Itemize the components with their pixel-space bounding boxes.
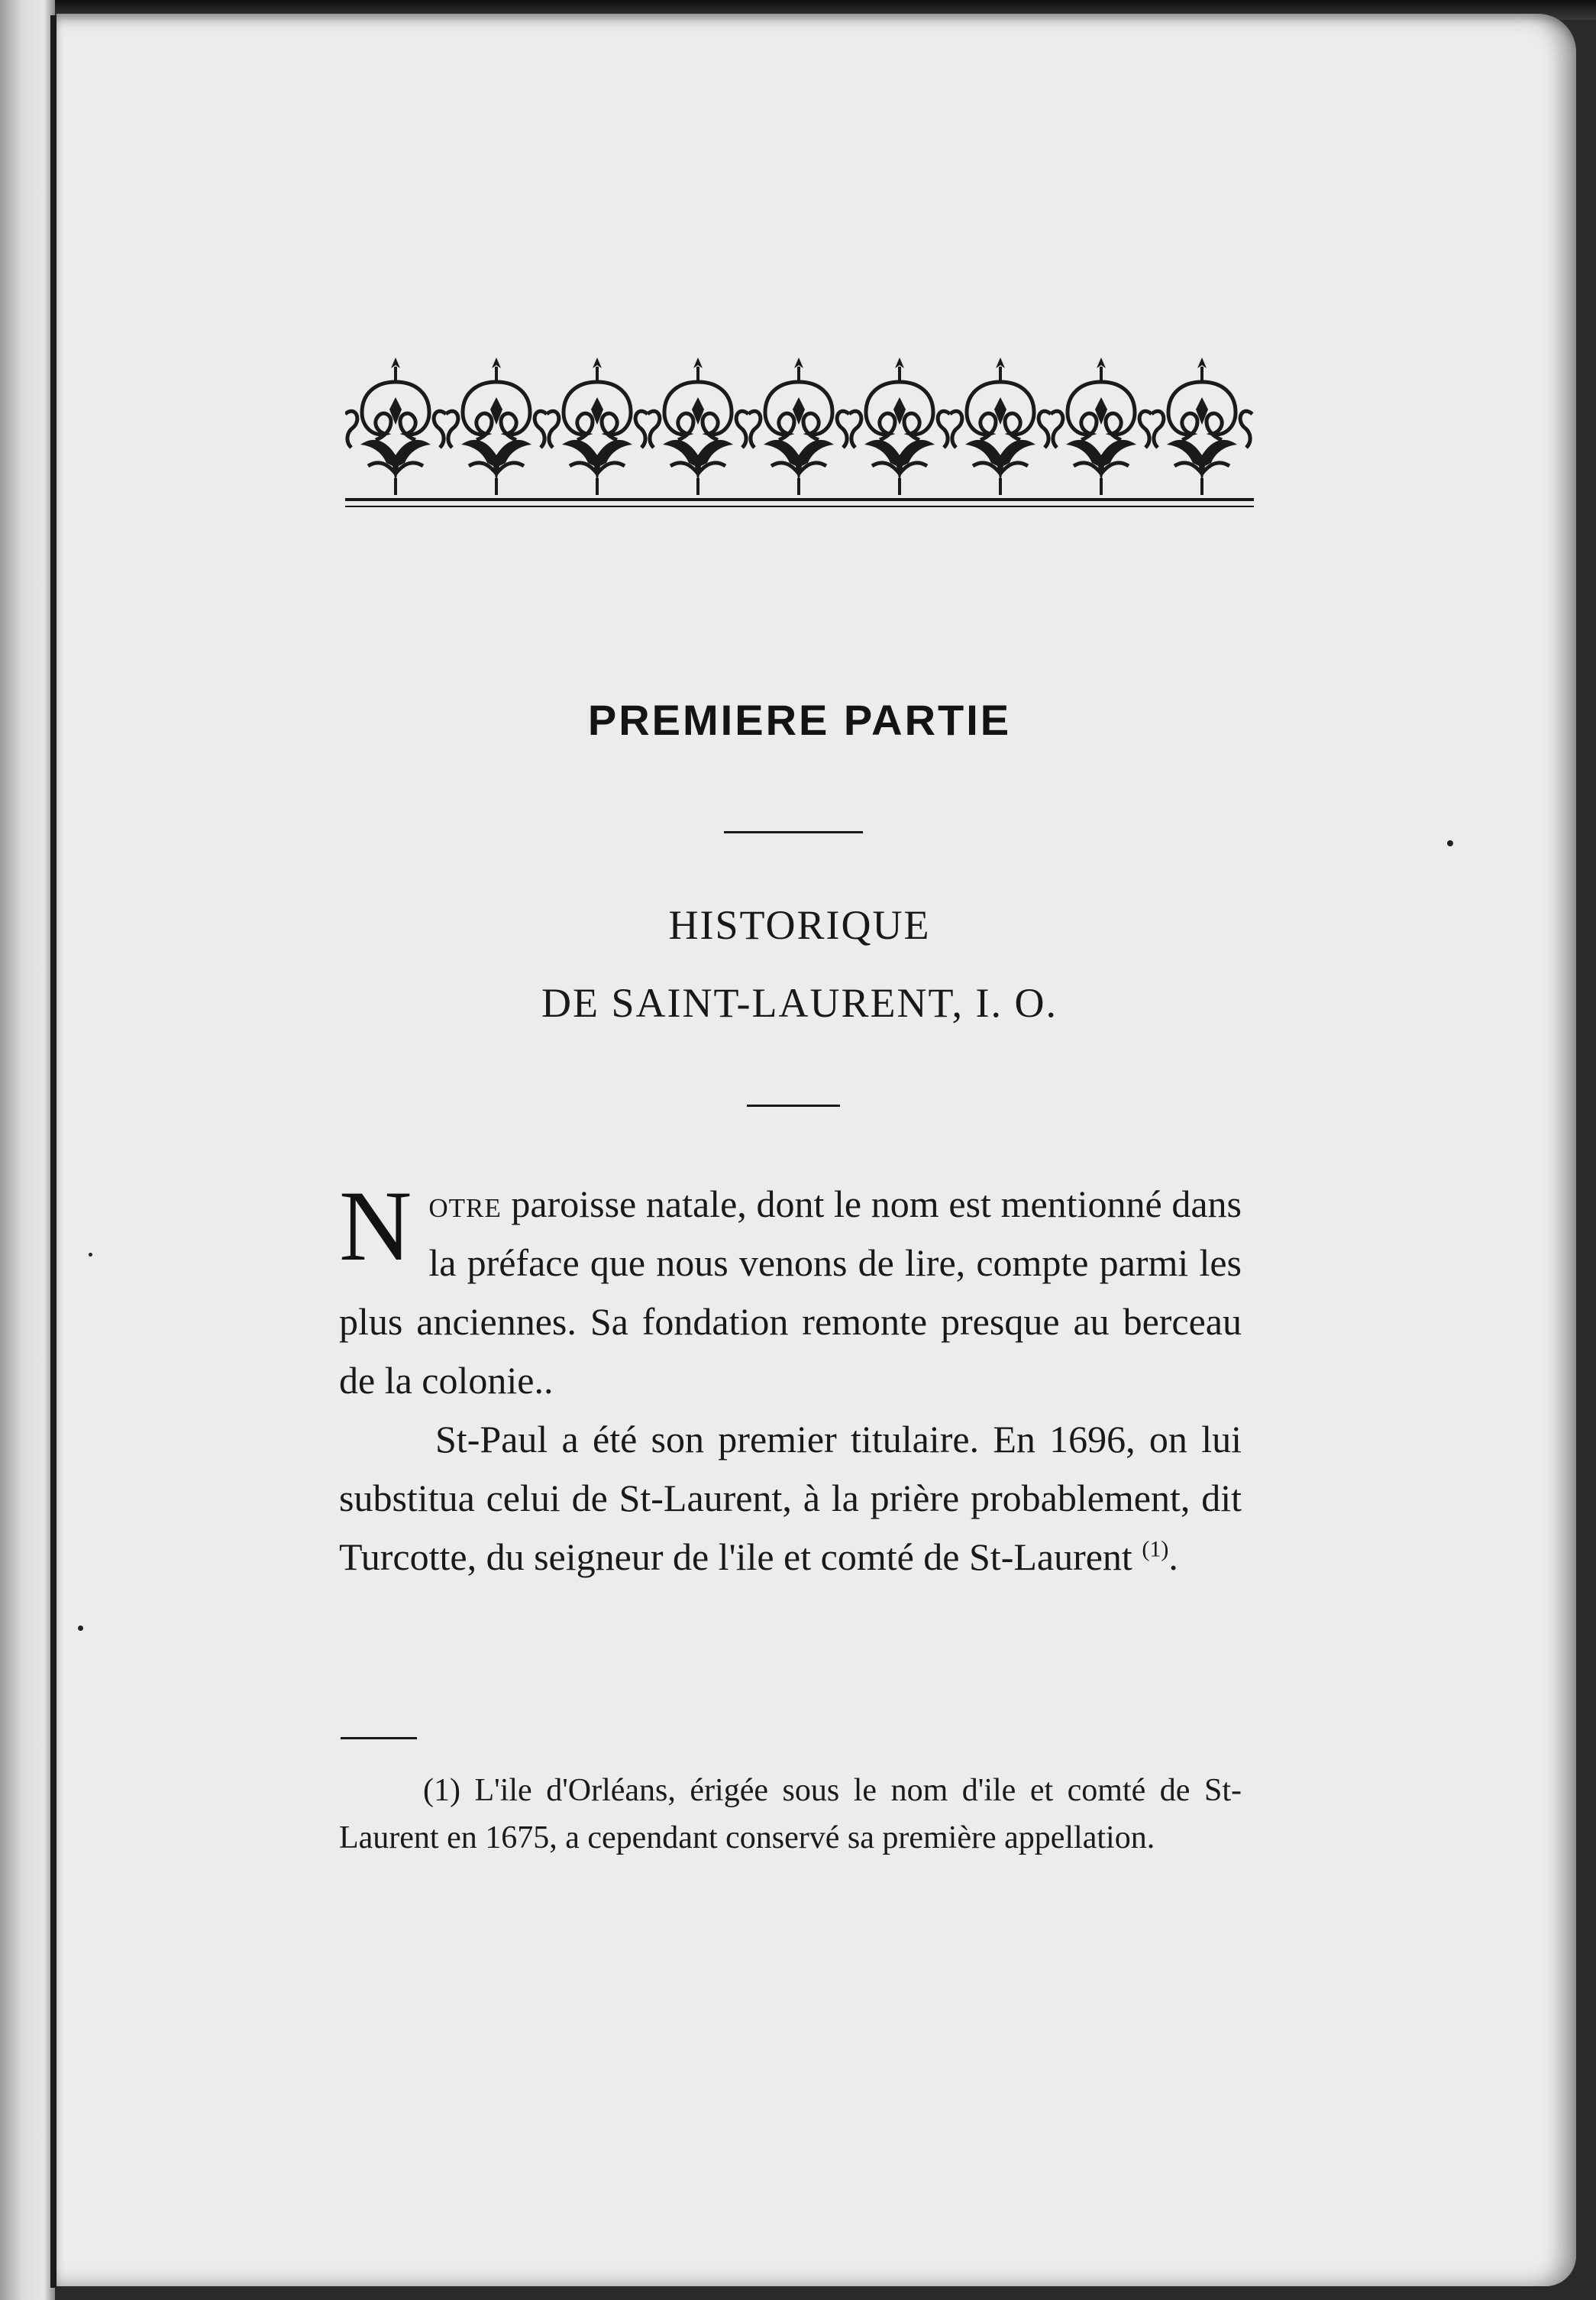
part-title: PREMIERE PARTIE xyxy=(587,696,1012,744)
paragraph-1-text: paroisse natale, dont le nom est mentionné dans la préface que nous venons de lire, compte parmi les plus anciennes. Sa fondation remonte presque au berceau de la colonie.. xyxy=(339,1182,1242,1402)
body-text xyxy=(339,1169,1242,1587)
paragraph-1 xyxy=(339,1169,1242,1410)
page-speck xyxy=(78,1626,83,1631)
paragraph-1-smallcaps: otre xyxy=(428,1182,502,1225)
divider-rule-middle xyxy=(747,1105,840,1107)
footnote-reference: (1) xyxy=(1142,1536,1169,1562)
paragraph-2-end: . xyxy=(1168,1535,1178,1578)
section-title-line1: HISTORIQUE xyxy=(668,902,931,948)
decorative-headpiece xyxy=(345,351,1254,519)
section-title-line2: DE SAINT-LAURENT, I. O. xyxy=(541,980,1058,1026)
headpiece-ornament-icon xyxy=(345,351,1254,519)
divider-rule-top xyxy=(724,831,863,833)
page-speck xyxy=(1447,840,1453,846)
page-speck xyxy=(89,1253,92,1257)
footnote-divider xyxy=(341,1737,417,1739)
book-gutter xyxy=(50,15,57,2288)
paragraph-2-text: St-Paul a été son premier titulaire. En 1696, on lui substitua celui de St-Laurent, à la prière probablement, dit Turcotte, du seigneur de l'ile et comté de St-Laurent xyxy=(339,1418,1242,1578)
footnote: (1) L'ile d'Orléans, érigée sous le nom d'ile et comté de St-Laurent en 1675, a cependant conservé sa première appellation. xyxy=(339,1773,1242,1855)
paragraph-2 xyxy=(339,1410,1242,1587)
drop-cap: N xyxy=(339,1169,412,1282)
facing-page-edge xyxy=(0,0,55,2300)
